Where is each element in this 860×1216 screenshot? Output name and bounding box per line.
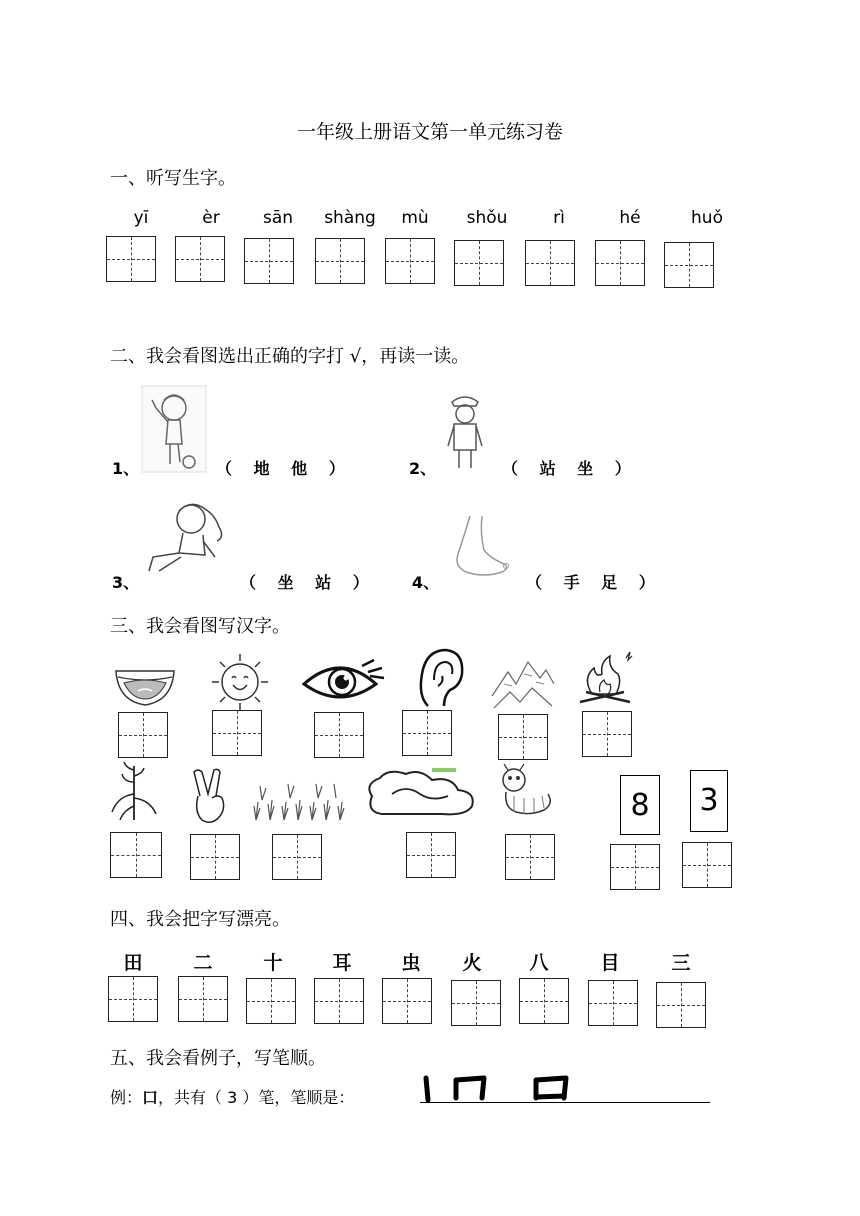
writing-grid[interactable] [175,236,225,282]
writing-grid[interactable] [454,240,504,286]
model-char: 火 [462,952,482,974]
writing-grid[interactable] [451,980,501,1026]
writing-grid[interactable] [315,238,365,284]
pinyin-label: sān [262,208,294,228]
waving-boy-with-ball-icon [142,386,206,472]
writing-grid[interactable] [588,980,638,1026]
writing-grid[interactable] [212,710,262,756]
writing-grid[interactable] [519,978,569,1024]
writing-grid[interactable] [595,240,645,286]
item-number: 1、 [112,459,140,478]
item-number: 3、 [112,573,140,592]
standing-soldier-icon [440,392,490,472]
writing-grid[interactable] [682,842,732,888]
model-char: 十 [263,952,283,974]
model-char: 目 [600,952,620,974]
mouth-icon [114,667,176,709]
writing-grid[interactable] [402,710,452,756]
digit-card: 3 [690,770,728,832]
writing-grid[interactable] [314,978,364,1024]
sitting-girl-icon [145,497,233,577]
writing-grid[interactable] [656,982,706,1028]
writing-grid[interactable] [178,976,228,1022]
two-fingers-icon [190,766,230,826]
fire-icon [578,648,636,706]
writing-grid[interactable] [525,240,575,286]
writing-grid[interactable] [118,712,168,758]
writing-grid[interactable] [505,834,555,880]
model-char: 虫 [401,952,421,974]
writing-grid[interactable] [244,238,294,284]
pinyin-label: mù [401,208,429,228]
ear-icon [414,646,468,710]
model-char: 耳 [332,952,352,974]
pinyin-label: shǒu [466,208,508,228]
model-char: 二 [193,952,213,974]
section4-heading: 四、我会把字写漂亮。 [110,909,290,930]
eye-icon [300,656,386,710]
mountain-icon [490,656,556,712]
writing-grid[interactable] [272,834,322,880]
grass-field-icon [250,780,348,824]
writing-grid[interactable] [385,238,435,284]
example-line [110,1085,354,1108]
caterpillar-icon [498,764,556,824]
pinyin-label: shàng [324,208,376,228]
answer-choices[interactable]: （ 手 足 ） [526,573,663,592]
item-number: 4、 [412,573,440,592]
page-title: 一年级上册语文第一单元练习卷 [296,121,563,143]
section1-heading: 一、听写生字。 [110,168,236,189]
pinyin-label: hé [619,208,641,228]
pinyin-label: huǒ [691,208,723,228]
model-char: 三 [671,952,691,974]
writing-grid[interactable] [108,976,158,1022]
section3-heading: 三、我会看图写汉字。 [110,616,290,637]
writing-grid[interactable] [314,712,364,758]
model-char: 田 [123,952,143,974]
item-number: 2、 [409,459,437,478]
writing-grid[interactable] [610,844,660,890]
answer-underline[interactable] [420,1102,710,1103]
pinyin-label: èr [202,208,220,228]
writing-grid[interactable] [406,832,456,878]
rice-plant-icon [110,760,158,822]
foot-icon [450,514,512,580]
pinyin-label: rì [553,208,565,228]
pinyin-label: yī [133,208,149,228]
writing-grid[interactable] [498,714,548,760]
example-char: 口 [142,1088,159,1107]
writing-grid[interactable] [582,711,632,757]
model-char: 八 [529,952,549,974]
answer-choices[interactable]: （ 坐 站 ） [240,573,377,592]
digit-card: 8 [620,775,660,835]
writing-grid[interactable] [382,978,432,1024]
writing-grid[interactable] [664,242,714,288]
section5-heading: 五、我会看例子，写笔顺。 [110,1048,326,1069]
sun-icon [208,652,272,712]
example-description: ，共有（ 3 ）笔，笔顺是： [158,1088,355,1107]
cloud-icon [362,766,480,820]
section2-heading: 二、我会看图选出正确的字打 √，再读一读。 [110,346,470,367]
writing-grid[interactable] [110,832,162,878]
answer-choices[interactable]: （ 地 他 ） [216,459,353,478]
answer-choices[interactable]: （ 站 坐 ） [502,459,639,478]
writing-grid[interactable] [106,236,156,282]
writing-grid[interactable] [246,978,296,1024]
example-prefix: 例： [110,1088,143,1107]
writing-grid[interactable] [190,834,240,880]
